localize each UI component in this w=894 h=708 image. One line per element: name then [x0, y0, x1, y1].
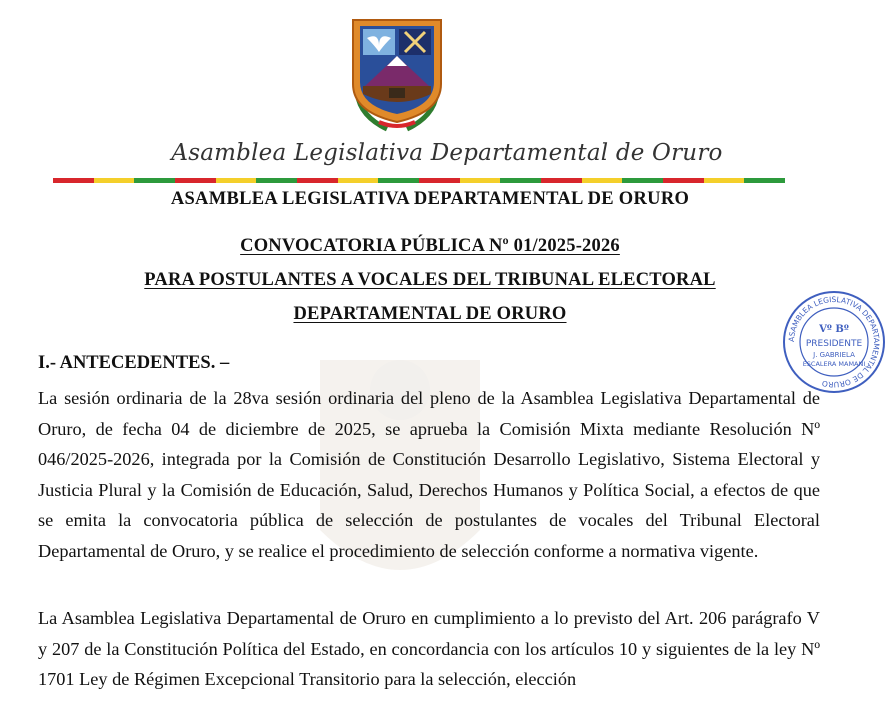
stamp-ring-text: ASAMBLEA LEGISLATIVA DEPARTAMENTAL DE ORURO: [786, 294, 882, 390]
title-line-2: PARA POSTULANTES A VOCALES DEL TRIBUNAL ELECTORAL: [144, 270, 716, 290]
stamp-name-1: J. GABRIELA: [813, 351, 855, 359]
stamp-name-2: ESCALERA MAMANI: [802, 360, 866, 368]
section-heading-antecedentes: I.- ANTECEDENTES. –: [38, 353, 230, 373]
title-line-1: CONVOCATORIA PÚBLICA Nº 01/2025-2026: [240, 236, 620, 256]
institution-script-name: Asamblea Legislativa Departamental de Oruro: [171, 140, 723, 166]
coat-of-arms-logo: [347, 14, 447, 134]
stamp-vb-text: Vº Bº: [819, 324, 849, 335]
institution-heading: ASAMBLEA LEGISLATIVA DEPARTAMENTAL DE ORURO: [170, 189, 690, 209]
paragraph-2: La Asamblea Legislativa Departamental de Oruro en cumplimiento a lo previsto del Art. 206 parágrafo V y 207 de la Constitución Política del Estado, en concordancia con los artículos 10 y siguientes de la ley Nº 1701 Ley de Régimen Excepcional Transitorio para la selección, elección: [38, 608, 820, 689]
official-seal-stamp: [782, 290, 886, 394]
title-line-3: DEPARTAMENTAL DE ORURO: [293, 304, 567, 324]
stamp-role-text: PRESIDENTE: [805, 339, 863, 349]
paragraph-1: La sesión ordinaria de la 28va sesión ordinaria del pleno de la Asamblea Legislativa Departamental de Oruro, de fecha 04 de diciembre de 2025, se aprueba la Comisión Mixta mediante Resolución Nº 046/2025-2026, integrada por la Comisión de Constitución Desarrollo Legislativo, Sistema Electoral y Justicia Plural y la Comisión de Educación, Salud, Derechos Humanos y Política Social, a efectos de que se emita la convocatoria pública de selección de postulantes de vocales del Tribunal Electoral Departamental de Oruro, y se realice el procedimiento de selección conforme a normativa vigente.: [38, 388, 820, 561]
flag-color-rule: [53, 178, 785, 183]
